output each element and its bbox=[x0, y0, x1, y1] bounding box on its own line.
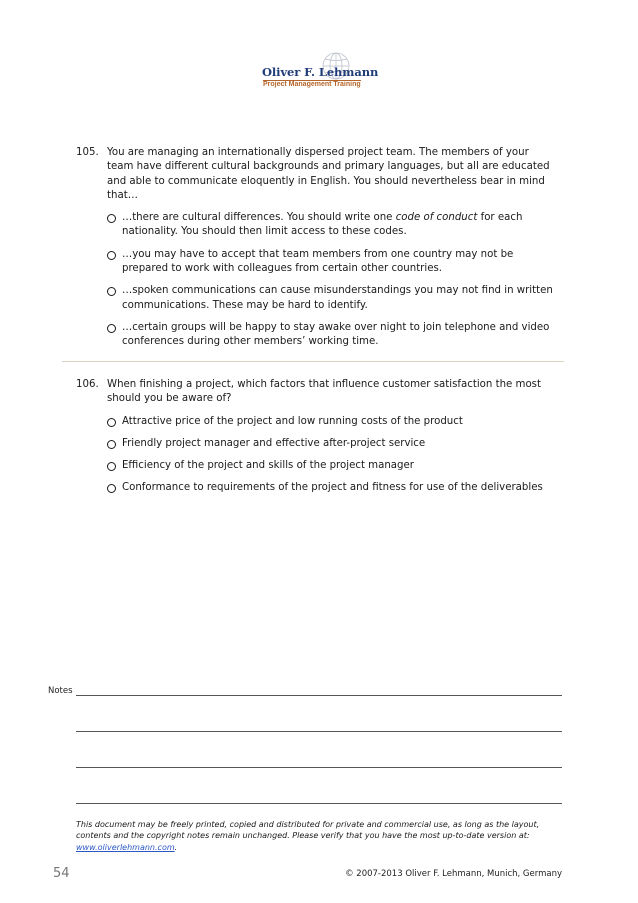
page-number: 54 bbox=[53, 866, 70, 881]
answer-options bbox=[107, 211, 556, 349]
notes-line[interactable] bbox=[76, 767, 562, 768]
radio-button-icon[interactable] bbox=[107, 324, 116, 333]
answer-option[interactable] bbox=[107, 415, 556, 429]
radio-button-icon[interactable] bbox=[107, 287, 116, 296]
radio-button-icon[interactable] bbox=[107, 462, 116, 471]
copyright-notice: © 2007-2013 Oliver F. Lehmann, Munich, Germany bbox=[345, 869, 562, 879]
answer-option[interactable] bbox=[107, 321, 556, 350]
answer-option-text: Attractive price of the project and low running costs of the product bbox=[122, 415, 463, 427]
answer-option[interactable] bbox=[107, 248, 556, 277]
radio-button-icon[interactable] bbox=[107, 484, 116, 493]
radio-button-icon[interactable] bbox=[107, 251, 116, 260]
notes-line[interactable] bbox=[76, 695, 562, 696]
notes-line[interactable] bbox=[76, 803, 562, 804]
answer-option[interactable] bbox=[107, 211, 556, 240]
answer-option-text: Conformance to requirements of the project and fitness for use of the deliverables bbox=[122, 482, 543, 494]
question-text: When finishing a project, which factors that influence customer satisfaction the most should you be aware of? bbox=[107, 379, 541, 405]
question-106 bbox=[76, 378, 556, 504]
radio-button-icon[interactable] bbox=[107, 418, 116, 427]
answer-option[interactable] bbox=[107, 459, 556, 473]
question-text: You are managing an internationally dispersed project team. The members of your team have different cultural backgrounds and primary languages, but all are educated and able to communicate eloquently in English. You should nevertheless bear in mind that… bbox=[107, 147, 550, 201]
logo-name: Oliver F. Lehmann bbox=[262, 65, 379, 79]
disclaimer: This document may be freely printed, copied and distributed for private and commercial use, as long as the layout, contents and the copyright notes remain unchanged. Please verify that you have the most up-to-date version at: www.oliverlehmann.com. bbox=[76, 820, 540, 852]
answer-option-text: …there are cultural differences. You should write one code of conduct for each nationality. You should then limit access to these codes. bbox=[122, 212, 523, 238]
question-105 bbox=[76, 146, 556, 358]
question-number: 105. bbox=[76, 147, 99, 158]
answer-option-text: …spoken communications can cause misunderstandings you may not find in written communications. These may be hard to identify. bbox=[122, 285, 553, 311]
answer-option[interactable] bbox=[107, 437, 556, 451]
notes-label: Notes bbox=[48, 686, 73, 696]
answer-option[interactable] bbox=[107, 481, 556, 495]
company-logo bbox=[252, 50, 379, 92]
website-link[interactable]: www.oliverlehmann.com bbox=[76, 842, 175, 852]
answer-option[interactable] bbox=[107, 284, 556, 313]
answer-option-text: …you may have to accept that team members from one country may not be prepared to work with colleagues from certain other countries. bbox=[122, 248, 514, 275]
question-number: 106. bbox=[76, 379, 99, 390]
radio-button-icon[interactable] bbox=[107, 214, 116, 223]
radio-button-icon[interactable] bbox=[107, 440, 116, 449]
answer-options bbox=[107, 415, 556, 496]
answer-option-text: Friendly project manager and effective after-project service bbox=[122, 437, 426, 449]
logo-subtitle: Project Management Training bbox=[263, 81, 361, 88]
answer-option-text: …certain groups will be happy to stay awake over night to join telephone and video conferences during other members’ working time. bbox=[122, 321, 550, 348]
section-divider bbox=[62, 361, 564, 362]
answer-option-text: Efficiency of the project and skills of the project manager bbox=[122, 460, 414, 472]
notes-line[interactable] bbox=[76, 731, 562, 732]
